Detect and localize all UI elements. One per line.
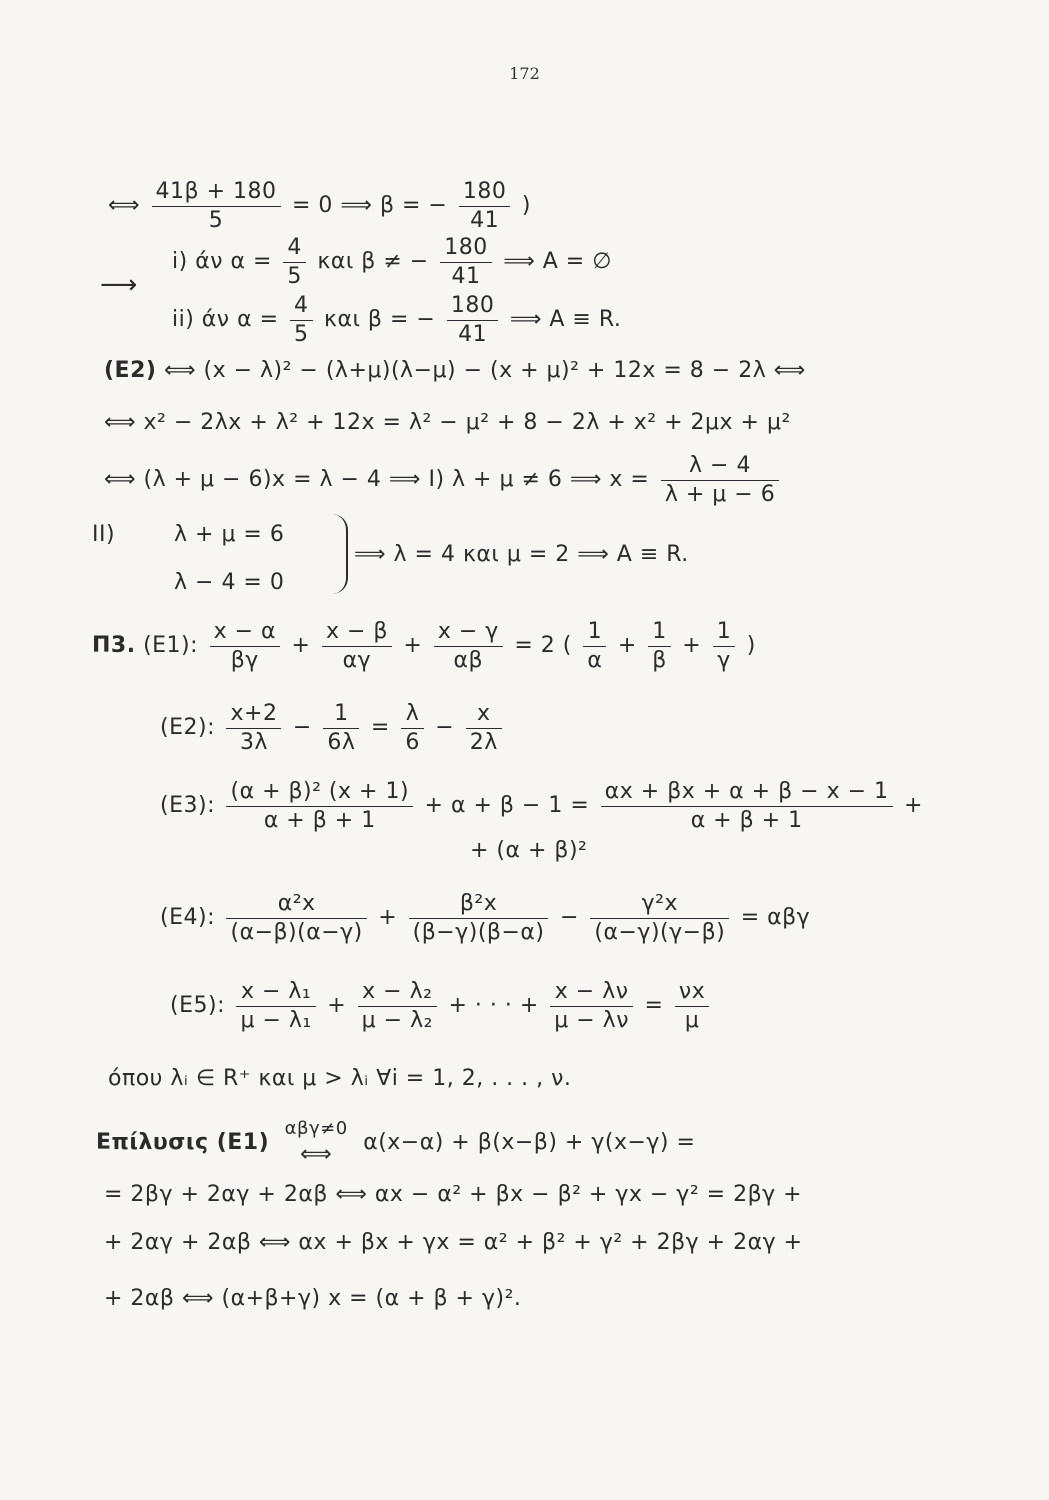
fraction: $\frac{x - \beta}{\alpha\gamma}$	[322, 618, 392, 674]
line-11	[160, 778, 923, 834]
implies-arrow: ⟶	[100, 270, 138, 300]
math-text: ⟹ A = ∅	[503, 249, 612, 274]
equation-label: (E1):	[143, 633, 199, 658]
fraction: $\frac{1}{\beta}$	[648, 618, 671, 674]
line-4	[172, 292, 621, 348]
line-16	[96, 1118, 695, 1168]
math-text: ⟺ (λ + μ − 6)x = λ − 4 ⟹ I) λ + μ ≠ 6 ⟹ x =	[104, 467, 657, 492]
fraction: $\frac{\text{(α + β)² (x + 1)}}{\alpha + \beta + 1}$	[226, 778, 413, 834]
fraction: $\frac{1}{\alpha}$	[583, 618, 606, 674]
math-text: και β = −	[324, 307, 436, 332]
fraction: $\frac{180}{41}$	[459, 178, 511, 234]
fraction: $\frac{\text{γ²x}}{(\alpha-\gamma)(\gamma-\beta)}$	[590, 890, 729, 946]
math-text: = 0 ⟹ β = −	[292, 193, 448, 218]
line-12: + (α + β)²	[470, 838, 588, 863]
system-equation-1: λ + μ = 6	[174, 522, 285, 547]
fraction: $\frac{1}{6\lambda}$	[323, 700, 359, 756]
line-18: + 2αγ + 2αβ ⟺ αx + βx + γx = α² + β² + γ² + 2βγ + 2αγ +	[104, 1230, 803, 1255]
fraction: $\frac{x}{2\lambda}$	[466, 700, 502, 756]
system-label: II)	[92, 522, 116, 547]
fraction: $\frac{180}{41}$	[440, 234, 492, 290]
fraction: $\frac{\lambda - 4}{\lambda + \mu - 6}$	[661, 452, 779, 508]
problem-label: Π3.	[92, 633, 136, 658]
equation-label: (E2):	[160, 715, 215, 740]
line-17: = 2βγ + 2αγ + 2αβ ⟺ αx − α² + βx − β² + γx − γ² = 2βγ +	[104, 1182, 803, 1207]
math-text: ii) άν α =	[172, 307, 279, 332]
math-text: = αβγ	[740, 905, 811, 930]
line-19: + 2αβ ⟺ (α+β+γ) x = (α + β + γ)².	[104, 1286, 522, 1311]
line-13: (E4): $\frac{\text{α²x}}{(\alpha-\beta)(\alpha-\gamma)}$ + $\frac{\text{β²x}}{(\beta-\gamma)(\beta-\alpha)}$ − $\frac{\text{γ²x}}{(\alpha-\gamma)(\gamma-\beta)}$ = αβγ	[160, 891, 811, 945]
math-text: ⟺ x² − 2λx + λ² + 12x = λ² − μ² + 8 − 2λ + x² + 2μx + μ²	[104, 410, 791, 435]
condition-arrow: αβγ≠0 ⟺	[284, 1118, 348, 1167]
fraction: $\frac{1}{\gamma}$	[713, 618, 736, 674]
fraction: $\frac{x - \lambda\nu}{\mu - \lambda\nu}$	[550, 978, 633, 1034]
math-text: ⟺ (x − λ)² − (λ+μ)(λ−μ) − (x + μ)² + 12x = 8 − 2λ ⟺	[163, 358, 806, 383]
line-10: (E2): $\frac{x+2}{3\lambda}$ − $\frac{1}{6\lambda}$ = $\frac{\lambda}{6}$ − $\frac{x}{2\lambda}$	[160, 700, 506, 756]
solution-label: Επίλυσις (E1)	[96, 1130, 270, 1155]
math-text: i) άν α =	[172, 249, 272, 274]
fraction: $\frac{x - \alpha}{\beta\gamma}$	[210, 618, 280, 674]
page-number: 172	[509, 64, 540, 83]
fraction: $\frac{\text{x − λ₂}}{\text{μ − λ₂}}$	[358, 978, 437, 1034]
system-equation-2: λ − 4 = 0	[174, 570, 285, 595]
right-brace	[332, 514, 348, 594]
fraction: $\frac{x+2}{3\lambda}$	[226, 700, 281, 756]
fraction: $\frac{\text{α²x}}{(\alpha-\beta)(\alpha-\gamma)}$	[226, 890, 366, 946]
fraction: $\frac{\alpha x + \beta x + \alpha + \beta - x - 1}{\alpha + \beta + 1}$	[601, 778, 893, 834]
equation-label: (E4):	[160, 905, 215, 930]
math-text: )	[746, 633, 756, 658]
line-9: Π3. (E1): $\frac{x - \alpha}{\beta\gamma}$ + $\frac{x - \beta}{\alpha\gamma}$ + $\frac{x - \gamma}{\alpha\beta}$ = 2 ( $\frac{1}{\alpha}$ + $\frac{1}{\beta}$ + $\frac{1}{\gamma}$ )	[92, 619, 756, 673]
math-text: + α + β − 1 =	[424, 793, 590, 818]
line-15: όπου λᵢ ∈ R⁺ και μ > λᵢ ∀i = 1, 2, . . . , ν.	[108, 1066, 572, 1091]
math-text: α(x−α) + β(x−β) + γ(x−γ) =	[363, 1130, 696, 1155]
fraction: $\frac{\lambda}{6}$	[401, 700, 424, 756]
equation-label: (E3):	[160, 793, 215, 818]
system-conclusion: ⟹ λ = 4 και μ = 2 ⟹ A ≡ R.	[354, 542, 689, 567]
line-7	[104, 452, 783, 508]
fraction: $\frac{\text{x − λ₁}}{\text{μ − λ₁}}$	[236, 978, 315, 1034]
line-14: (E5): $\frac{\text{x − λ₁}}{\text{μ − λ₁}}$ + $\frac{\text{x − λ₂}}{\text{μ − λ₂}}$ + · · · + $\frac{x - \lambda\nu}{\mu - \lambda\nu}$ = $\frac{\nu x}{\mu}$	[170, 978, 713, 1034]
fraction: $\frac{\nu x}{\mu}$	[675, 978, 709, 1034]
line-1	[108, 178, 531, 234]
equation-label: (E5):	[170, 993, 225, 1018]
math-text: ⟹ A ≡ R.	[509, 307, 622, 332]
line-2	[172, 234, 612, 290]
math-text: + · · · +	[448, 993, 539, 1018]
equation-label: (E2)	[104, 358, 157, 383]
fraction: $\frac{4}{5}$	[290, 292, 313, 348]
fraction: $\frac{41\beta + 180}{5}$	[152, 178, 281, 234]
fraction: $\frac{4}{5}$	[283, 234, 306, 290]
math-text: και β ≠ −	[317, 249, 429, 274]
fraction: $\frac{180}{41}$	[447, 292, 499, 348]
fraction: $\frac{x - \gamma}{\alpha\beta}$	[434, 618, 503, 674]
line-5	[104, 358, 806, 383]
math-text: +	[904, 793, 923, 818]
fraction: $\frac{\text{β²x}}{(\beta-\gamma)(\beta-\alpha)}$	[409, 890, 549, 946]
equivalence-arrow: ⟺	[108, 193, 141, 218]
math-text: = 2 (	[514, 633, 572, 658]
line-6	[104, 410, 791, 435]
math-text: )	[521, 193, 531, 218]
